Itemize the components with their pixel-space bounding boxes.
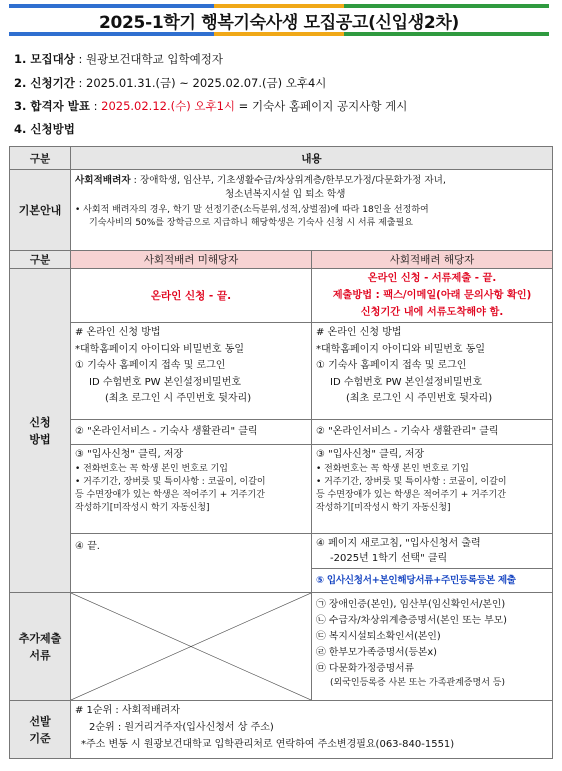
selection-label: [10, 701, 71, 759]
info-period-value: : 2025.01.31.(금) ~ 2025.02.07.(금) 오후4시: [74, 76, 327, 90]
apply-label-line1: 신청: [29, 415, 51, 429]
header-content: 내용: [71, 147, 553, 170]
header-category: 구분: [10, 147, 71, 170]
target-summary-online: 온라인 신청 - 서류제출 - 끝.: [367, 273, 497, 284]
info-result-label: 3. 합격자 발표: [14, 99, 90, 113]
target-step3-line1: • 전화번호는 꼭 학생 본인 번호로 기입: [316, 464, 469, 474]
selection-line2: 2순위 : 원거리거주자(입사신청서 상 주소): [89, 722, 274, 733]
basic-note1: • 사회적 배려자의 경우, 학기 말 선정기준(소득분위,성적,상벌점)에 따라 18인을 선정하여: [75, 205, 429, 215]
info-period: [14, 75, 326, 91]
info-period-label: 2. 신청기간: [14, 76, 75, 90]
target-step5: ⑤ 입사신청서+본인해당서류+주민등록등본 제출: [312, 569, 553, 593]
apply-step3-row: [10, 445, 553, 534]
extra-item-2: ㉡ 수급자/차상위계층증명서(본인 또는 부모): [316, 615, 507, 626]
extra-label-line1: 추가제출: [18, 631, 62, 645]
non-step4: ④ 끝.: [71, 534, 312, 593]
subheader-category: 구분: [10, 251, 71, 269]
target-step3: [312, 445, 553, 534]
non-step1-line1: *대학홈페이지 아이디와 비밀번호 동일: [75, 343, 245, 355]
info-result: [14, 98, 407, 114]
target-step3-line4: 작성하기[미작성시 학기 자동신청]: [316, 503, 451, 513]
basic-social: [75, 172, 548, 188]
basic-social-bold: 사회적배려자: [75, 175, 131, 186]
subheader-target: 사회적배려 해당자: [312, 251, 553, 269]
basic-social-text2: 청소년복지시설 입 퇴소 학생: [225, 189, 346, 200]
apply-label: [10, 269, 71, 593]
non-step2: ② "온라인서비스 - 기숙사 생활관리" 클릭: [71, 420, 312, 445]
extra-label-line2: 서류: [29, 648, 51, 662]
extra-non-target-empty: [71, 593, 312, 701]
page-title: 2025-1학기 행복기숙사생 모집공고(신입생2차): [98, 12, 460, 33]
target-step1-line4: (최초 로그인 시 주민번호 뒷자리): [346, 393, 493, 404]
info-table: [9, 146, 553, 759]
target-step1-line1: *대학홈페이지 아이디와 비밀번호 동일: [316, 343, 486, 355]
extra-target-list: [312, 593, 553, 701]
selection-label-line2: 기준: [29, 731, 51, 745]
basic-social-text: : 장애학생, 임산부, 기초생활수급/차상위계층/한부모가정/다문화가정 자녀,: [130, 175, 446, 186]
target-step4: [312, 534, 553, 569]
info-method: [14, 121, 75, 137]
title-banner: [9, 4, 549, 36]
info-target-value: : 원광보건대학교 입학예정자: [74, 52, 223, 66]
selection-line1: # 1순위 : 사회적배려자: [75, 705, 180, 716]
target-summary: [312, 269, 553, 323]
info-target-label: 1. 모집대상: [14, 52, 75, 66]
selection-line3: *주소 변동 시 원광보건대학교 입학관리처로 연락하여 주소변경필요(063-840-1551): [81, 739, 455, 750]
non-step3-line3: 등 수면장애가 있는 학생은 적어주기 + 거주기간: [75, 490, 265, 500]
non-step3-line2: • 거주기간, 장버릇 및 특이사항 : 코골이, 이갈이: [75, 477, 266, 487]
extra-items-note: (외국인등록증 사본 또는 가족관계증명서 등): [330, 678, 505, 688]
basic-row: [10, 170, 553, 251]
non-step1: [71, 323, 312, 420]
non-step1-line4: (최초 로그인 시 주민번호 뒷자리): [105, 393, 252, 404]
basic-label: 기본안내: [10, 170, 71, 251]
apply-step4-row: [10, 534, 553, 569]
target-step2: ② "온라인서비스 - 기숙사 생활관리" 클릭: [312, 420, 553, 445]
selection-label-line1: 선발: [29, 714, 51, 728]
info-result-rest: = 기숙사 홈페이지 공지사항 게시: [235, 99, 408, 113]
info-method-label: 4. 신청방법: [14, 122, 75, 136]
apply-label-line2: 방법: [29, 432, 51, 446]
target-step1: [312, 323, 553, 420]
apply-step1-row: [10, 323, 553, 420]
basic-content: [71, 170, 553, 251]
apply-step2-row: [10, 420, 553, 445]
selection-row: [10, 701, 553, 759]
target-summary-method: 제출방법 : 팩스/이메일(아래 문의사항 확인): [332, 290, 532, 301]
target-summary-deadline: 신청기간 내에 서류도착해야 함.: [360, 307, 504, 318]
info-target: [14, 51, 223, 67]
subheader-non-target: 사회적배려 미해당자: [71, 251, 312, 269]
target-step3-line3: 등 수면장애가 있는 학생은 적어주기 + 거주기간: [316, 490, 506, 500]
non-step3-line4: 작성하기[미작성시 학기 자동신청]: [75, 503, 210, 513]
selection-content: [71, 701, 553, 759]
apply-summary-row: [10, 269, 553, 323]
info-result-sep: :: [89, 99, 102, 113]
non-step1-line3: ID 수험번호 PW 본인설정비밀번호: [89, 376, 242, 388]
target-step3-line2: • 거주기간, 장버릇 및 특이사항 : 코골이, 이갈이: [316, 477, 507, 487]
basic-note2: 기숙사비의 50%를 장학금으로 지급하니 해당학생은 기숙사 신청 시 서류 제출필요: [89, 218, 413, 228]
extra-item-4: ㉣ 한부모가족증명서(등본x): [316, 647, 437, 658]
target-step1-line3: ID 수험번호 PW 본인설정비밀번호: [330, 376, 483, 388]
non-step1-line2: ① 기숙사 홈페이지 접속 및 로그인: [75, 360, 226, 371]
non-step3: [71, 445, 312, 534]
target-step1-line2: ① 기숙사 홈페이지 접속 및 로그인: [316, 360, 467, 371]
non-step1-heading: # 온라인 신청 방법: [75, 327, 161, 338]
target-step4-line1: ④ 페이지 새로고침, "입사신청서 출력: [316, 538, 481, 549]
non-target-summary: 온라인 신청 - 끝.: [71, 269, 312, 323]
extra-label: [10, 593, 71, 701]
cross-out-mark: [71, 593, 311, 700]
extra-item-5: ㉤ 다문화가정증명서류: [316, 663, 415, 674]
extra-item-3: ㉢ 복지시설퇴소확인서(본인): [316, 631, 441, 642]
extra-docs-row: [10, 593, 553, 701]
non-step3-line1: • 전화번호는 꼭 학생 본인 번호로 기입: [75, 464, 228, 474]
table-header-row: [10, 147, 553, 170]
target-step3-heading: ③ "입사신청" 클릭, 저장: [316, 449, 425, 460]
subheader-row: [10, 251, 553, 269]
info-result-date: 2025.02.12.(수) 오후1시: [101, 99, 236, 113]
extra-item-1: ㉠ 장애인증(본인), 임산부(임신확인서/본인): [316, 599, 506, 610]
target-step1-heading: # 온라인 신청 방법: [316, 327, 402, 338]
target-step4-line2: -2025년 1학기 선택" 클릭: [330, 553, 448, 564]
non-step3-heading: ③ "입사신청" 클릭, 저장: [75, 449, 184, 460]
